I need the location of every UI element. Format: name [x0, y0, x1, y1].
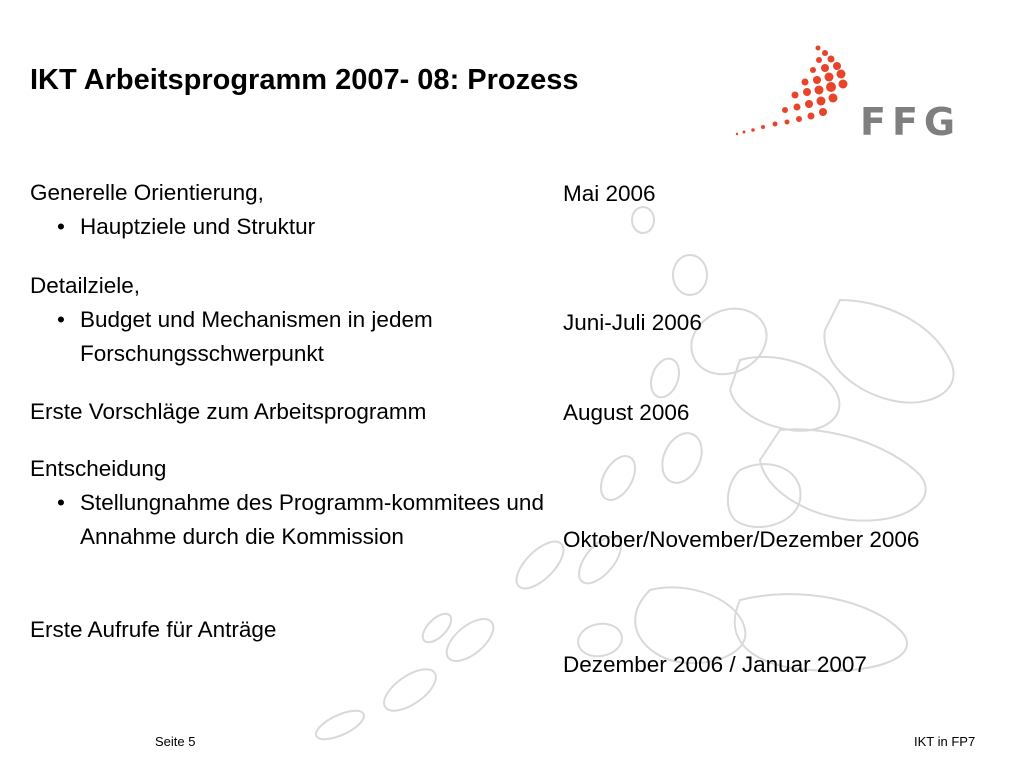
- list-item: [30, 613, 276, 647]
- item-heading: Detailziele,: [30, 273, 141, 298]
- item-heading: Generelle Orientierung,: [30, 180, 264, 205]
- date-label: August 2006: [563, 400, 690, 425]
- item-bullet: • Budget und Mechanismen in jedem Forschungsschwerpunkt: [30, 303, 550, 371]
- date-label: Oktober/November/Dezember 2006: [563, 527, 920, 552]
- ffg-logo-text: FFG: [860, 100, 962, 144]
- date-label: Juni-Juli 2006: [563, 310, 702, 335]
- list-item: [30, 395, 426, 429]
- item-heading: Erste Vorschläge zum Arbeitsprogramm: [30, 399, 427, 424]
- footer-topic: IKT in FP7: [914, 734, 976, 749]
- date-label: Mai 2006: [563, 181, 656, 206]
- page-number: Seite 5: [155, 734, 196, 749]
- page-title: IKT Arbeitsprogramm 2007- 08: Prozess: [30, 64, 579, 96]
- item-heading: Entscheidung: [30, 456, 167, 481]
- list-item: [30, 452, 550, 554]
- item-heading: Erste Aufrufe für Anträge: [30, 617, 277, 642]
- list-item: [30, 269, 550, 371]
- date-label: Dezember 2006 / Januar 2007: [563, 652, 867, 677]
- item-bullet: • Stellungnahme des Programm-kommitees und Annahme durch die Kommission: [30, 486, 550, 554]
- list-item: [30, 176, 550, 244]
- item-bullet: • Hauptziele und Struktur: [30, 210, 550, 244]
